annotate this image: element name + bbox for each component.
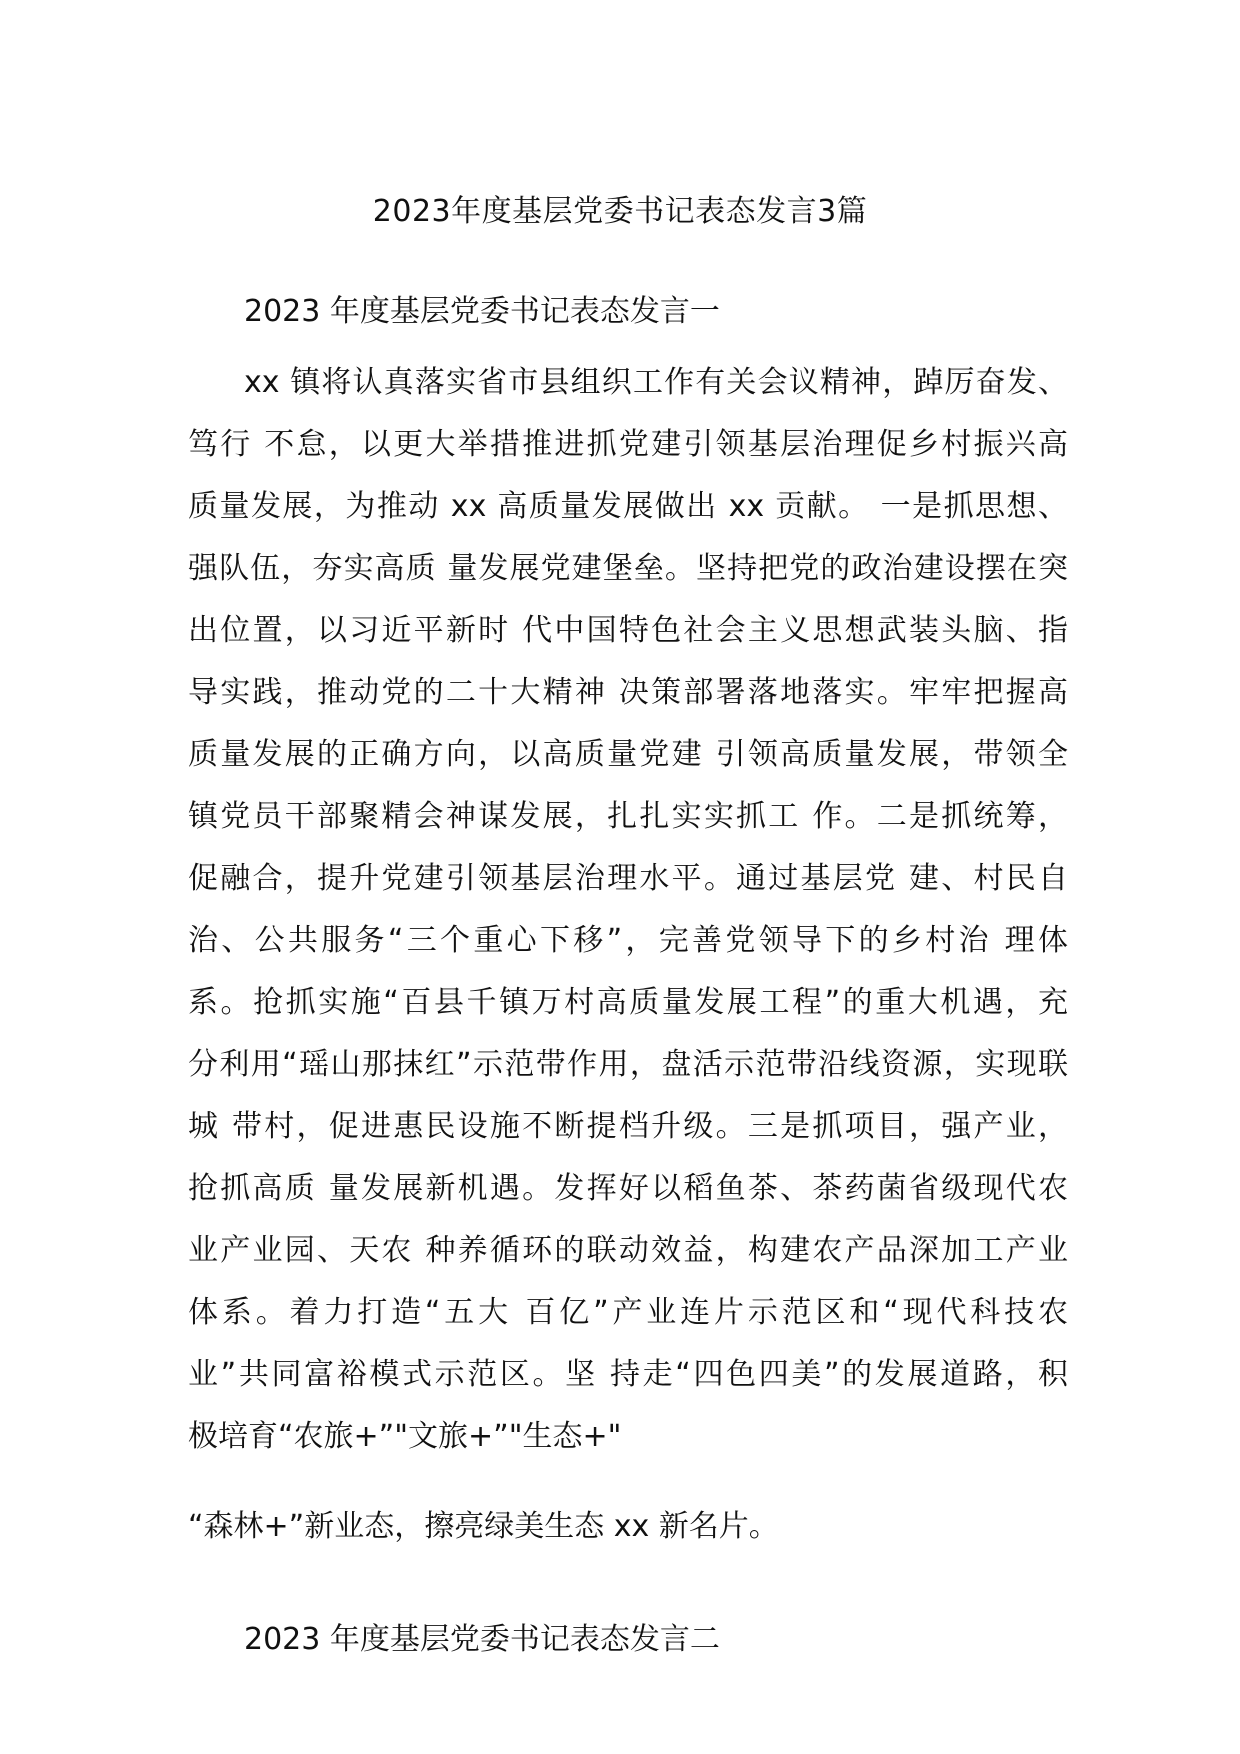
body-line: 出位置，以习近平新时 代中国特色社会主义思想武装头脑、指 bbox=[188, 613, 1068, 648]
section-1-body bbox=[188, 352, 1068, 1468]
section-1-tail-line: “森林+”新业态，擦亮绿美生态 xx 新名片。 bbox=[188, 1509, 779, 1544]
body-line: 业”共同富裕模式示范区。坚 持走“四色四美”的发展道路，积 bbox=[188, 1357, 1068, 1392]
body-line: 治、公共服务“三个重心下移”，完善党领导下的乡村治 理体 bbox=[188, 923, 1068, 958]
body-line: 业产业园、天农 种养循环的联动效益，构建农产品深加工产业 bbox=[188, 1233, 1068, 1268]
body-line: 城 带村，促进惠民设施不断提档升级。三是抓项目，强产业， bbox=[188, 1109, 1068, 1144]
body-line: 极培育“农旅+”"文旅+”"生态+" bbox=[188, 1419, 622, 1454]
body-line: 笃行 不怠，以更大举措推进抓党建引领基层治理促乡村振兴高 bbox=[188, 427, 1068, 462]
body-line: 镇党员干部聚精会神谋发展，扎扎实实抓工 作。二是抓统筹， bbox=[188, 799, 1068, 834]
body-line: 质量发展，为推动 xx 高质量发展做出 xx 贡献。 一是抓思想、 bbox=[188, 489, 1068, 524]
section-heading-2: 2023 年度基层党委书记表态发言二 bbox=[244, 1622, 720, 1657]
body-line: 导实践，推动党的二十大精神 决策部署落地落实。牢牢把握高 bbox=[188, 675, 1068, 710]
body-line: 质量发展的正确方向，以高质量党建 引领高质量发展，带领全 bbox=[188, 737, 1068, 772]
body-line: xx 镇将认真落实省市县组织工作有关会议精神，踔厉奋发、 bbox=[244, 365, 1068, 400]
body-line: 分利用“瑶山那抹红”示范带作用，盘活示范带沿线资源，实现联 bbox=[188, 1047, 1068, 1082]
body-line: 强队伍，夯实高质 量发展党建堡垒。坚持把党的政治建设摆在突 bbox=[188, 551, 1068, 586]
document-title: 2023年度基层党委书记表态发言3篇 bbox=[372, 194, 868, 229]
body-line: 抢抓高质 量发展新机遇。发挥好以稻鱼茶、茶药菌省级现代农 bbox=[188, 1171, 1068, 1206]
body-line: 体系。着力打造“五大 百亿”产业连片示范区和“现代科技农 bbox=[188, 1295, 1068, 1330]
body-line: 系。抢抓实施“百县千镇万村高质量发展工程”的重大机遇，充 bbox=[188, 985, 1068, 1020]
section-heading-1: 2023 年度基层党委书记表态发言一 bbox=[244, 294, 720, 329]
body-line: 促融合，提升党建引领基层治理水平。通过基层党 建、村民自 bbox=[188, 861, 1068, 896]
